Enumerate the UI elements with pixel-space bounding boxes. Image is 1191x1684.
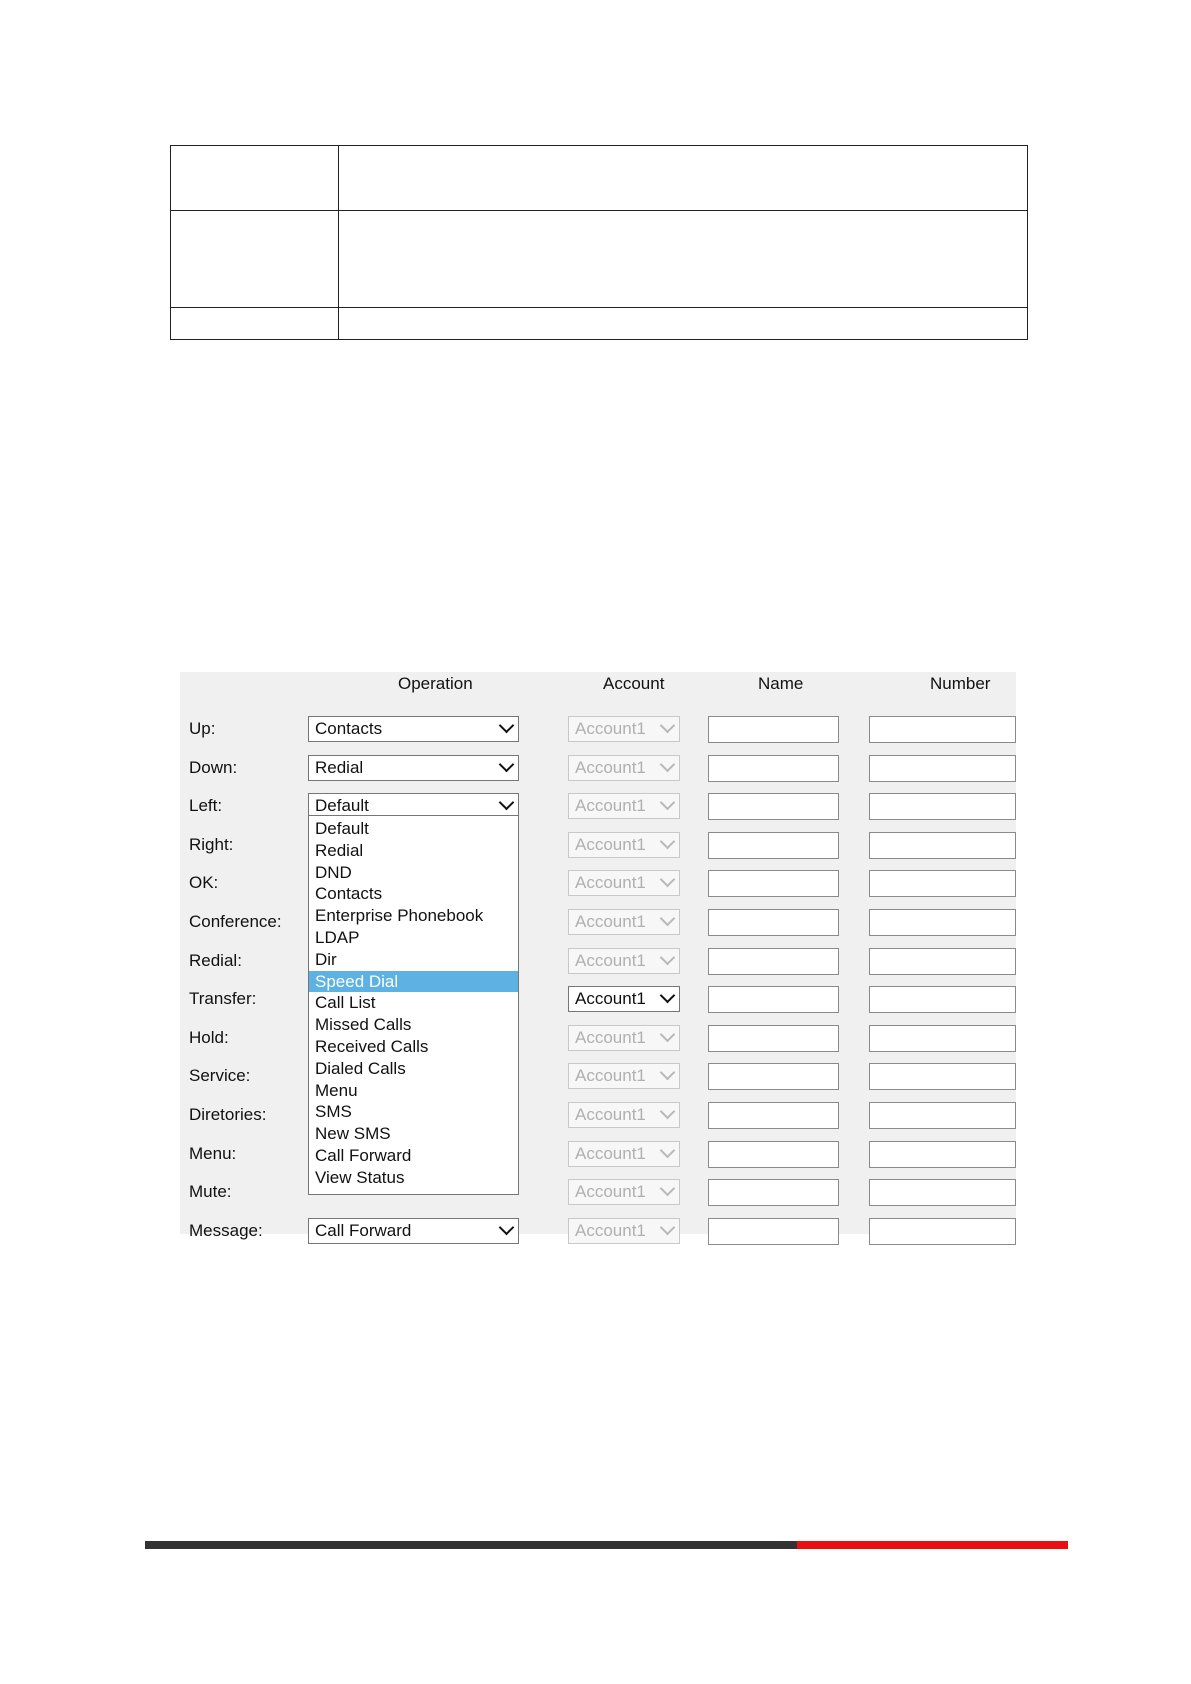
account-value: Account1 <box>575 834 646 854</box>
header-number: Number <box>930 674 991 693</box>
name-input-left[interactable] <box>708 793 839 820</box>
dropdown-option[interactable]: Dialed Calls <box>315 1058 406 1078</box>
chevron-down-icon <box>660 911 676 927</box>
dropdown-option[interactable]: Speed Dial <box>309 971 518 993</box>
dropdown-option[interactable]: View Status <box>315 1167 405 1187</box>
operation-value: Redial <box>315 757 364 777</box>
number-input-right[interactable] <box>869 832 1016 859</box>
account-select-conference <box>568 909 680 935</box>
dropdown-option[interactable]: Default <box>315 819 369 838</box>
chevron-down-icon <box>660 1220 676 1236</box>
number-input-ok[interactable] <box>869 870 1016 897</box>
operation-select-up[interactable] <box>308 716 519 742</box>
row-label-menu: Menu: <box>189 1143 237 1163</box>
chevron-down-icon <box>499 718 515 734</box>
account-select-hold <box>568 1025 680 1051</box>
account-select-left <box>568 793 680 819</box>
operation-select-down[interactable] <box>308 755 519 781</box>
table-cell <box>339 211 1028 308</box>
account-value: Account1 <box>575 719 646 738</box>
name-input-diretories[interactable] <box>708 1102 839 1129</box>
name-input-hold[interactable] <box>708 1025 839 1052</box>
footer-bar-dark <box>145 1541 797 1549</box>
name-input-down[interactable] <box>708 755 839 782</box>
operation-select-message[interactable] <box>308 1218 519 1244</box>
row-label-conference: Conference: <box>189 912 282 931</box>
chevron-down-icon <box>660 1104 676 1120</box>
account-value: Account1 <box>575 757 646 777</box>
number-input-hold[interactable] <box>869 1025 1016 1052</box>
table-cell <box>339 146 1028 211</box>
name-input-menu[interactable] <box>708 1141 839 1168</box>
dropdown-option[interactable]: SMS <box>315 1102 352 1122</box>
dropdown-option[interactable]: DND <box>315 862 352 882</box>
key-settings-panel <box>180 672 1016 1240</box>
account-select-service <box>568 1063 680 1089</box>
name-input-mute[interactable] <box>708 1179 839 1206</box>
footer-bar-red <box>797 1541 1068 1549</box>
dropdown-option[interactable]: Call List <box>315 993 376 1013</box>
account-select-down <box>568 755 680 781</box>
chevron-down-icon <box>660 1065 676 1081</box>
dropdown-option[interactable]: New SMS <box>315 1124 391 1144</box>
number-input-service[interactable] <box>869 1063 1016 1090</box>
dropdown-option[interactable]: Menu <box>315 1080 358 1100</box>
empty-table <box>170 145 1028 340</box>
name-input-redial[interactable] <box>708 948 839 975</box>
operation-dropdown-list[interactable] <box>308 815 519 1195</box>
number-input-diretories[interactable] <box>869 1102 1016 1129</box>
number-input-redial[interactable] <box>869 948 1016 975</box>
number-input-mute[interactable] <box>869 1179 1016 1206</box>
account-value: Account1 <box>575 1066 646 1086</box>
chevron-down-icon <box>660 949 676 965</box>
row-label-transfer: Transfer: <box>189 989 257 1009</box>
number-input-transfer[interactable] <box>869 986 1016 1013</box>
chevron-down-icon <box>660 834 676 850</box>
operation-value: Call Forward <box>315 1220 412 1240</box>
chevron-down-icon <box>499 1220 515 1236</box>
account-select-redial <box>568 948 680 974</box>
account-value: Account1 <box>575 1182 646 1202</box>
chevron-down-icon <box>499 795 515 811</box>
table-cell <box>171 308 339 340</box>
row-label-redial: Redial: <box>189 950 242 970</box>
account-value: Account1 <box>575 796 646 816</box>
number-input-conference[interactable] <box>869 909 1016 936</box>
number-input-message[interactable] <box>869 1218 1016 1245</box>
chevron-down-icon <box>660 718 676 734</box>
account-select-diretories <box>568 1102 680 1128</box>
dropdown-option[interactable]: Dir <box>315 949 337 969</box>
row-label-service: Service: <box>189 1066 251 1086</box>
account-select-transfer[interactable] <box>568 986 680 1012</box>
account-value: Account1 <box>575 1143 646 1163</box>
row-label-up: Up: <box>189 719 216 738</box>
name-input-conference[interactable] <box>708 909 839 936</box>
account-select-message <box>568 1218 680 1244</box>
chevron-down-icon <box>660 756 676 772</box>
table-cell <box>339 308 1028 340</box>
row-label-diretories: Diretories: <box>189 1105 267 1124</box>
name-input-service[interactable] <box>708 1063 839 1090</box>
chevron-down-icon <box>660 795 676 811</box>
account-select-ok <box>568 870 680 896</box>
number-input-down[interactable] <box>869 755 1016 782</box>
chevron-down-icon <box>660 872 676 888</box>
dropdown-option[interactable]: Enterprise Phonebook <box>315 906 484 926</box>
table-cell <box>171 146 339 211</box>
table-cell <box>171 211 339 308</box>
name-input-right[interactable] <box>708 832 839 859</box>
dropdown-option[interactable]: Redial <box>315 840 364 860</box>
row-label-down: Down: <box>189 757 238 777</box>
header-operation: Operation <box>398 674 473 693</box>
account-select-menu <box>568 1141 680 1167</box>
row-label-hold: Hold: <box>189 1027 229 1047</box>
dropdown-option[interactable]: Missed Calls <box>315 1015 412 1035</box>
dropdown-option[interactable]: Contacts <box>315 884 383 904</box>
dropdown-option[interactable]: Received Calls <box>315 1036 429 1056</box>
account-value: Account1 <box>575 1105 646 1124</box>
row-label-ok: OK: <box>189 873 219 893</box>
chevron-down-icon <box>499 756 515 772</box>
row-label-left: Left: <box>189 796 223 816</box>
name-input-ok[interactable] <box>708 870 839 897</box>
number-input-menu[interactable] <box>869 1141 1016 1168</box>
account-select-up <box>568 716 680 742</box>
dropdown-option[interactable]: Call Forward <box>315 1145 412 1165</box>
header-name: Name <box>758 674 804 693</box>
account-value: Account1 <box>575 912 646 931</box>
row-label-message: Message: <box>189 1220 263 1240</box>
chevron-down-icon <box>660 1142 676 1158</box>
dropdown-option[interactable]: LDAP <box>315 927 360 947</box>
name-input-transfer[interactable] <box>708 986 839 1013</box>
row-label-mute: Mute: <box>189 1182 232 1202</box>
number-input-left[interactable] <box>869 793 1016 820</box>
chevron-down-icon <box>660 1027 676 1043</box>
header-account: Account <box>603 674 665 693</box>
operation-value: Contacts <box>315 719 383 738</box>
operation-value: Default <box>315 796 369 816</box>
chevron-down-icon <box>660 988 676 1004</box>
account-value: Account1 <box>575 950 646 970</box>
name-input-message[interactable] <box>708 1218 839 1245</box>
account-value: Account1 <box>575 1220 646 1240</box>
account-value: Account1 <box>575 1027 646 1047</box>
chevron-down-icon <box>660 1181 676 1197</box>
account-select-mute <box>568 1179 680 1205</box>
account-value: Account1 <box>575 989 646 1009</box>
account-value: Account1 <box>575 873 646 893</box>
number-input-up[interactable] <box>869 716 1016 743</box>
name-input-up[interactable] <box>708 716 839 743</box>
account-select-right <box>568 832 680 858</box>
row-label-right: Right: <box>189 834 234 854</box>
